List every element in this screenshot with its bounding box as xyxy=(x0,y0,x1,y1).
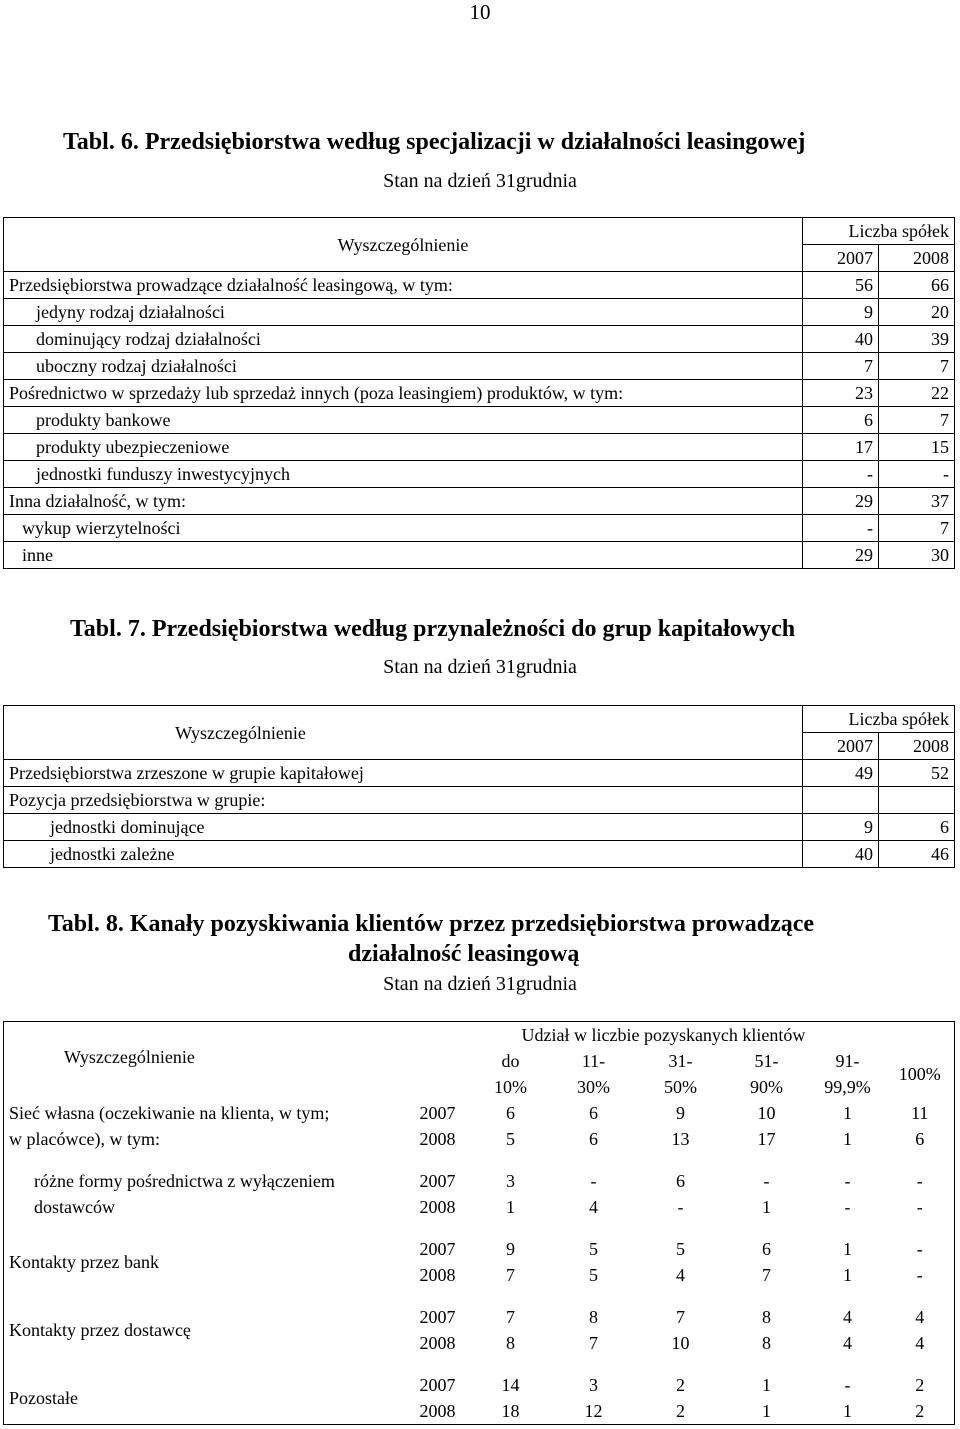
year-cell: 2008 xyxy=(419,1333,456,1353)
cell-2008: 20 xyxy=(879,299,955,326)
year-cell: 2007 xyxy=(419,1307,456,1327)
cell-2008: 22 xyxy=(879,380,955,407)
value-cell: 6 xyxy=(915,1129,925,1149)
table-row xyxy=(4,299,955,326)
value-cell: 5 xyxy=(506,1129,515,1149)
col-header: 30% xyxy=(577,1077,610,1097)
value-cell: 7 xyxy=(762,1265,771,1285)
table7-year2: 2008 xyxy=(879,733,955,760)
cell-2007: 29 xyxy=(803,488,879,515)
cell-2007: 7 xyxy=(803,353,879,380)
value-cell: - xyxy=(916,1171,923,1191)
table6-subtitle: Stan na dzień 31grudnia xyxy=(383,170,577,192)
value-cell: - xyxy=(590,1171,597,1191)
year-cell: 2008 xyxy=(419,1197,456,1217)
value-cell: 7 xyxy=(506,1265,515,1285)
table-row xyxy=(4,380,955,407)
table-row xyxy=(4,1304,955,1330)
table-row xyxy=(4,787,955,814)
value-cell: 3 xyxy=(506,1171,515,1191)
group-label: Pozostałe xyxy=(9,1388,78,1408)
table6-header-row xyxy=(4,218,955,245)
value-cell: 1 xyxy=(506,1197,515,1217)
value-cell: 1 xyxy=(843,1239,852,1259)
group-label: Kontakty przez dostawcę xyxy=(9,1320,191,1340)
cell-2007: 9 xyxy=(803,814,879,841)
value-cell: 1 xyxy=(762,1401,771,1421)
table7-header-desc: Wyszczególnienie xyxy=(4,706,803,760)
table-row xyxy=(4,542,955,569)
table-row xyxy=(4,272,955,299)
row-label: Przedsiębiorstwa zrzeszone w grupie kapitałowej xyxy=(4,760,803,787)
cell-2008: 7 xyxy=(879,407,955,434)
cell-2007: 49 xyxy=(803,760,879,787)
value-cell: 2 xyxy=(676,1401,685,1421)
value-cell: 9 xyxy=(676,1103,685,1123)
cell-2007 xyxy=(803,787,879,814)
value-cell: 8 xyxy=(762,1307,771,1327)
table7-title: Tabl. 7. Przedsiębiorstwa według przynależności do grup kapitałowych xyxy=(70,616,796,642)
value-cell: 4 xyxy=(843,1307,852,1327)
table-row xyxy=(4,488,955,515)
table8 xyxy=(3,1021,955,1425)
value-cell: 6 xyxy=(762,1239,771,1259)
table8-header-group: Udział w liczbie pozyskanych klientów xyxy=(521,1025,806,1045)
table-row xyxy=(4,353,955,380)
table7 xyxy=(3,705,955,868)
table-row xyxy=(4,434,955,461)
year-cell: 2008 xyxy=(419,1401,456,1421)
table-row xyxy=(4,841,955,868)
table7-year1: 2007 xyxy=(803,733,879,760)
row-label: inne xyxy=(4,542,803,569)
table6-header-count: Liczba spółek xyxy=(803,218,955,245)
cell-2007: 6 xyxy=(803,407,879,434)
value-cell: 4 xyxy=(589,1197,598,1217)
table8-subtitle: Stan na dzień 31grudnia xyxy=(383,973,577,995)
table-row xyxy=(4,1168,955,1194)
table7-header-count: Liczba spółek xyxy=(803,706,955,733)
value-cell: 9 xyxy=(506,1239,515,1259)
cell-2007: 40 xyxy=(803,326,879,353)
table-row xyxy=(4,814,955,841)
col-header: do xyxy=(501,1051,520,1071)
value-cell: 6 xyxy=(589,1129,598,1149)
table7-header-row xyxy=(4,706,955,733)
cell-2008: 6 xyxy=(879,814,955,841)
year-cell: 2007 xyxy=(419,1239,456,1259)
value-cell: 1 xyxy=(843,1129,852,1149)
cell-2008: - xyxy=(879,461,955,488)
value-cell: 7 xyxy=(676,1307,685,1327)
col-header: 11- xyxy=(581,1051,606,1071)
value-cell: - xyxy=(844,1197,851,1217)
row-label: Pośrednictwo w sprzedaży lub sprzedaż innych (poza leasingiem) produktów, w tym: xyxy=(4,380,803,407)
value-cell: 4 xyxy=(915,1307,925,1327)
cell-2008: 7 xyxy=(879,353,955,380)
value-cell: 14 xyxy=(501,1375,520,1395)
value-cell: 1 xyxy=(843,1103,852,1123)
col-header: 10% xyxy=(494,1077,527,1097)
cell-2007: 23 xyxy=(803,380,879,407)
row-label: Przedsiębiorstwa prowadzące działalność leasingową, w tym: xyxy=(4,272,803,299)
group-label: Sieć własna (oczekiwanie na klienta, w tym; xyxy=(9,1103,330,1123)
value-cell: 10 xyxy=(757,1103,776,1123)
group-label: różne formy pośrednictwa z wyłączeniem xyxy=(34,1171,335,1191)
col-header: 100% xyxy=(898,1064,941,1084)
row-label: wykup wierzytelności xyxy=(4,515,803,542)
row-label: Inna działalność, w tym: xyxy=(4,488,803,515)
value-cell: 1 xyxy=(843,1265,852,1285)
row-label: jednostki dominujące xyxy=(4,814,803,841)
value-cell: - xyxy=(844,1375,851,1395)
value-cell: 17 xyxy=(757,1129,776,1149)
value-cell: - xyxy=(763,1171,770,1191)
table7-subtitle: Stan na dzień 31grudnia xyxy=(383,656,577,678)
cell-2008: 30 xyxy=(879,542,955,569)
table8-title-line1: Tabl. 8. Kanały pozyskiwania klientów przez przedsiębiorstwa prowadzące xyxy=(48,911,815,937)
value-cell: 2 xyxy=(676,1375,685,1395)
cell-2007: 9 xyxy=(803,299,879,326)
value-cell: 5 xyxy=(676,1239,685,1259)
col-header: 91- xyxy=(835,1051,860,1071)
value-cell: 13 xyxy=(671,1129,690,1149)
cell-2007: - xyxy=(803,461,879,488)
value-cell: 8 xyxy=(589,1307,598,1327)
table-row xyxy=(4,407,955,434)
row-label: jedyny rodzaj działalności xyxy=(4,299,803,326)
value-cell: - xyxy=(844,1171,851,1191)
year-cell: 2007 xyxy=(419,1171,456,1191)
value-cell: 4 xyxy=(843,1333,852,1353)
year-cell: 2008 xyxy=(419,1265,456,1285)
cell-2007: 17 xyxy=(803,434,879,461)
cell-2008: 39 xyxy=(879,326,955,353)
value-cell: 6 xyxy=(589,1103,598,1123)
table-row xyxy=(4,760,955,787)
value-cell: 1 xyxy=(843,1401,852,1421)
value-cell: 2 xyxy=(915,1375,925,1395)
cell-2007: 40 xyxy=(803,841,879,868)
cell-2007: 29 xyxy=(803,542,879,569)
year-cell: 2007 xyxy=(419,1375,456,1395)
table-row xyxy=(4,1372,955,1398)
cell-2007: - xyxy=(803,515,879,542)
table8-header-desc: Wyszczególnienie xyxy=(64,1047,195,1067)
value-cell: 7 xyxy=(589,1333,598,1353)
value-cell: 6 xyxy=(506,1103,515,1123)
table-row xyxy=(4,326,955,353)
col-header: 90% xyxy=(750,1077,783,1097)
value-cell: 5 xyxy=(589,1239,598,1259)
value-cell: 8 xyxy=(506,1333,515,1353)
cell-2008: 52 xyxy=(879,760,955,787)
group-label: dostawców xyxy=(34,1197,115,1217)
col-header: 99,9% xyxy=(824,1077,871,1097)
value-cell: 5 xyxy=(589,1265,598,1285)
year-cell: 2007 xyxy=(419,1103,456,1123)
value-cell: 4 xyxy=(676,1265,685,1285)
row-label: dominujący rodzaj działalności xyxy=(4,326,803,353)
row-label: uboczny rodzaj działalności xyxy=(4,353,803,380)
value-cell: 1 xyxy=(762,1197,771,1217)
col-header: 50% xyxy=(664,1077,697,1097)
value-cell: 6 xyxy=(676,1171,685,1191)
group-label: Kontakty przez bank xyxy=(9,1252,159,1272)
table-row xyxy=(4,515,955,542)
table-row xyxy=(4,1126,955,1152)
value-cell: 11 xyxy=(911,1103,929,1123)
table6-year2: 2008 xyxy=(879,245,955,272)
value-cell: 3 xyxy=(589,1375,598,1395)
table8-header-row xyxy=(4,1022,955,1049)
value-cell: 10 xyxy=(671,1333,690,1353)
cell-2008 xyxy=(879,787,955,814)
table6-year1: 2007 xyxy=(803,245,879,272)
table-row xyxy=(4,1236,955,1262)
table6-title: Tabl. 6. Przedsiębiorstwa według specjalizacji w działalności leasingowej xyxy=(63,129,806,155)
value-cell: 18 xyxy=(501,1401,520,1421)
value-cell: - xyxy=(916,1197,923,1217)
table6-header-desc: Wyszczególnienie xyxy=(4,218,803,272)
row-label: produkty bankowe xyxy=(4,407,803,434)
year-cell: 2008 xyxy=(419,1129,456,1149)
value-cell: 12 xyxy=(584,1401,603,1421)
table-row xyxy=(4,1100,955,1126)
cell-2008: 15 xyxy=(879,434,955,461)
table6 xyxy=(3,217,955,569)
cell-2007: 56 xyxy=(803,272,879,299)
row-label: jednostki funduszy inwestycyjnych xyxy=(4,461,803,488)
col-header: 31- xyxy=(668,1051,693,1071)
value-cell: - xyxy=(916,1239,923,1259)
value-cell: - xyxy=(677,1197,684,1217)
table-row xyxy=(4,1194,955,1220)
value-cell: 1 xyxy=(762,1375,771,1395)
cell-2008: 66 xyxy=(879,272,955,299)
table-row xyxy=(4,461,955,488)
value-cell: 7 xyxy=(506,1307,515,1327)
value-cell: 4 xyxy=(915,1333,925,1353)
value-cell: - xyxy=(916,1265,923,1285)
cell-2008: 46 xyxy=(879,841,955,868)
page-number: 10 xyxy=(469,0,491,24)
col-header: 51- xyxy=(754,1051,779,1071)
group-label: w placówce), w tym: xyxy=(9,1129,160,1149)
cell-2008: 37 xyxy=(879,488,955,515)
row-label: produkty ubezpieczeniowe xyxy=(4,434,803,461)
table8-title-line2: działalność leasingową xyxy=(348,941,580,967)
row-label: Pozycja przedsiębiorstwa w grupie: xyxy=(4,787,803,814)
row-label: jednostki zależne xyxy=(4,841,803,868)
value-cell: 2 xyxy=(915,1401,925,1421)
cell-2008: 7 xyxy=(879,515,955,542)
value-cell: 8 xyxy=(762,1333,771,1353)
